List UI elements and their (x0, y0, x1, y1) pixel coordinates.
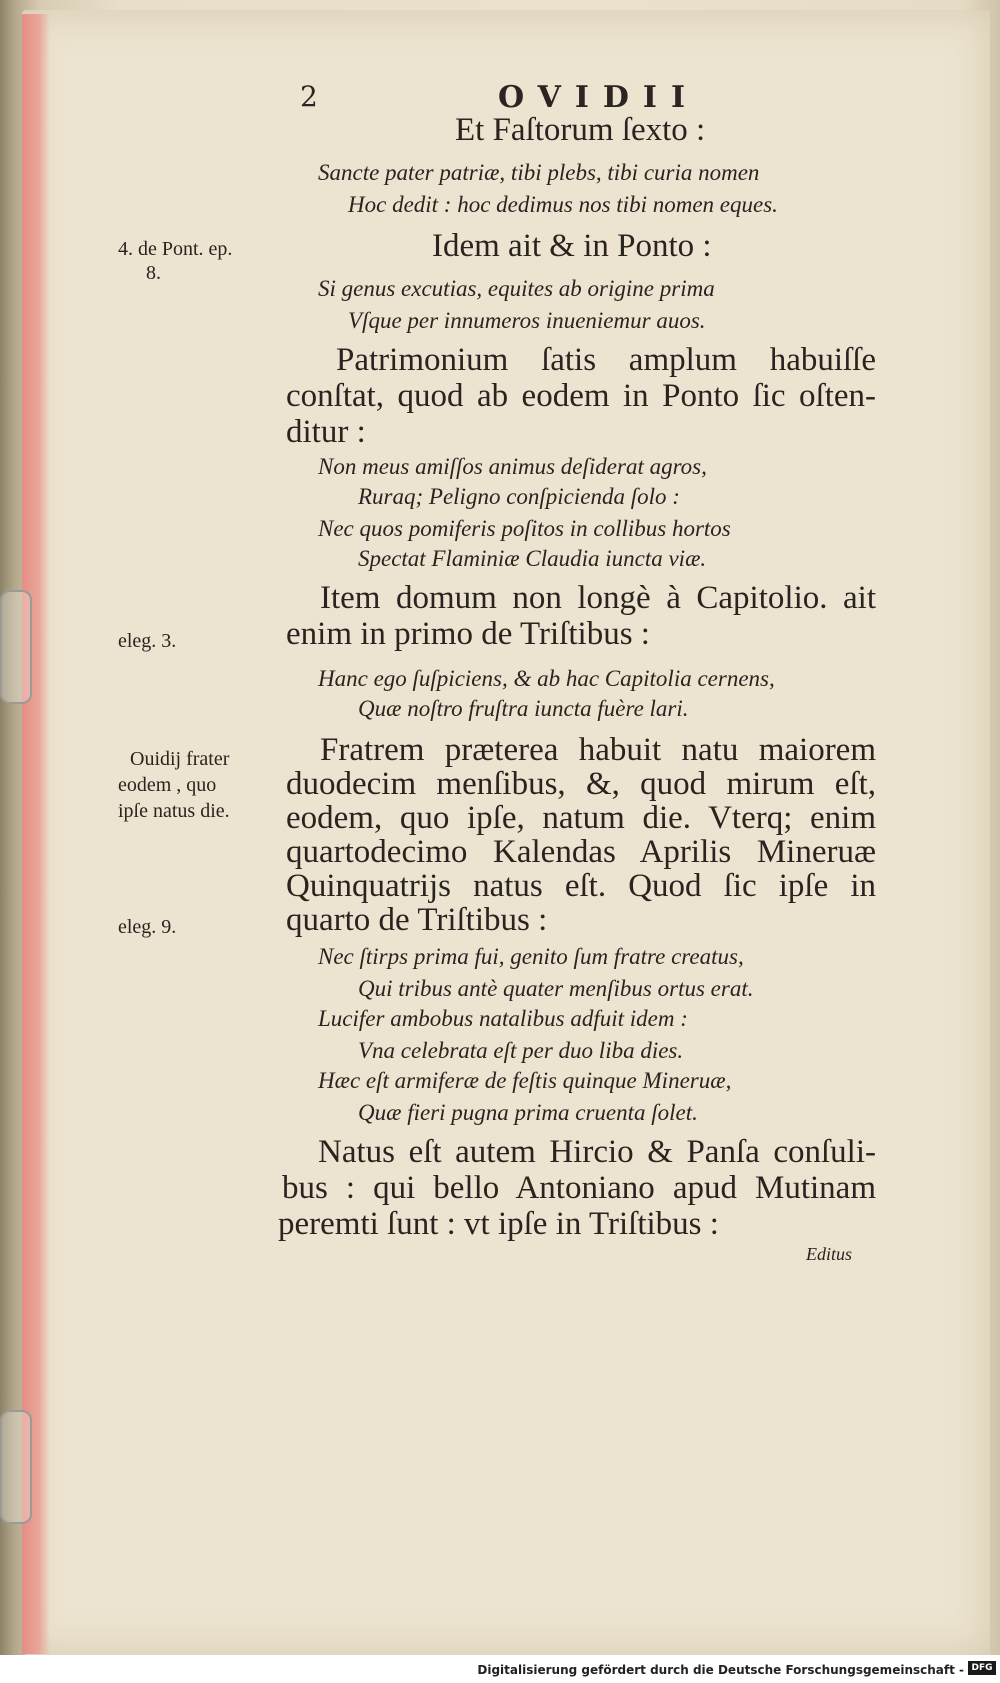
text-line: Natus eſt autem Hircio & Panſa conſuli- (318, 1134, 876, 1170)
verse-line: Quæ noſtro fruſtra iuncta fuère lari. (358, 696, 689, 721)
text-line: duodecim menſibus, &, quod mirum eſt, (286, 766, 876, 802)
verse-line: Sancte pater patriæ, tibi plebs, tibi curia nomen (318, 160, 760, 185)
text-line: peremti ſunt : vt ipſe in Triſtibus : (278, 1206, 719, 1242)
red-page-edge (22, 14, 50, 1654)
margin-note: Ouidij frater (130, 748, 230, 770)
verse-line: Si genus excutias, equites ab origine prima (318, 276, 715, 301)
verse-line: Hæc eſt armiferæ de feſtis quinque Mineruæ, (318, 1068, 732, 1093)
verse-line: Hanc ego ſuſpiciens, & ab hac Capitolia cernens, (318, 666, 775, 691)
verse-line: Vſque per innumeros inueniemur auos. (348, 308, 706, 333)
text-line: eodem, quo ipſe, natum die. Vterq; enim (286, 800, 876, 836)
margin-note: ipſe natus die. (118, 800, 230, 822)
footer-credit: Digitalisierung gefördert durch die Deutsche Forschungsgemeinschaft - (477, 1663, 964, 1677)
margin-note: eodem , quo (118, 774, 217, 796)
text-line: Quinquatrijs natus eſt. Quod ſic ipſe in (286, 868, 876, 904)
margin-note: 8. (146, 262, 161, 284)
verse-line: Quæ fieri pugna prima cruenta ſolet. (358, 1100, 698, 1125)
dfg-logo: DFG (968, 1661, 996, 1675)
text-line: quarto de Triſtibus : (286, 902, 548, 938)
verse-line: Nec ſtirps prima fui, genito ſum fratre creatus, (318, 944, 744, 969)
text-line: conſtat, quod ab eodem in Ponto ſic oſten- (286, 378, 876, 414)
paper-clip-icon (0, 590, 32, 704)
verse-line: Ruraq; Peligno conſpicienda ſolo : (358, 484, 680, 509)
text-line: Et Faſtorum ſexto : (455, 112, 706, 148)
paper-clip-icon (0, 1410, 32, 1524)
margin-note: eleg. 3. (118, 630, 177, 652)
page-number: 2 (300, 80, 318, 113)
text-line: Patrimonium ſatis amplum habuiſſe (336, 342, 876, 378)
text-line: bus : qui bello Antoniano apud Mutinam (282, 1170, 876, 1206)
text-line: quartodecimo Kalendas Aprilis Mineruæ (286, 834, 876, 870)
text-line: Item domum non longè à Capitolio. ait (320, 580, 876, 616)
text-line: ditur : (286, 414, 366, 450)
verse-line: Spectat Flaminiæ Claudia iuncta viæ. (358, 546, 707, 571)
running-title: OVIDII (498, 80, 699, 115)
verse-line: Hoc dedit : hoc dedimus nos tibi nomen eques. (348, 192, 778, 217)
margin-note: eleg. 9. (118, 916, 177, 938)
text-line: enim in primo de Triſtibus : (286, 616, 650, 652)
verse-line: Nec quos pomiferis poſitos in collibus hortos (318, 516, 731, 541)
verse-line: Vna celebrata eſt per duo liba dies. (358, 1038, 684, 1063)
catchword: Editus (806, 1244, 853, 1264)
verse-line: Lucifer ambobus natalibus adfuit idem : (318, 1006, 688, 1031)
running-head (300, 80, 950, 115)
text-line: Fratrem præterea habuit natu maiorem (320, 732, 876, 768)
digitization-footer (0, 1655, 1000, 1683)
verse-line: Qui tribus antè quater menſibus ortus erat. (358, 976, 754, 1001)
verse-line: Non meus amiſſos animus deſiderat agros, (318, 454, 707, 479)
margin-note: 4. de Pont. ep. (118, 238, 233, 260)
text-line: Idem ait & in Ponto : (432, 228, 712, 264)
